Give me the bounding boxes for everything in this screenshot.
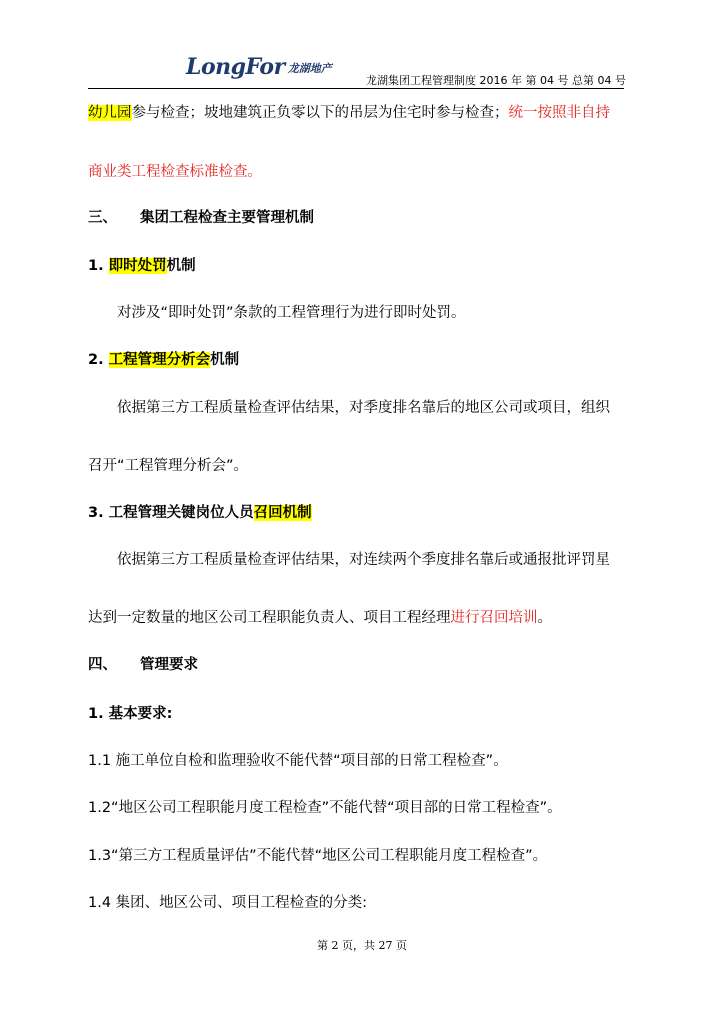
section-number: 三、 (88, 210, 117, 226)
logo-latin-text: LongFor (186, 54, 285, 80)
subheading-rest: 机制 (166, 258, 196, 274)
logo-chinese-text: 龙湖地产 (287, 62, 332, 75)
requirement-item: 1.2“地区公司工程职能月度工程检查”不能代替“项目部的日常工程检查”。 (88, 800, 562, 816)
body-text: 达到一定数量的地区公司工程职能负责人、项目工程经理 (88, 610, 451, 626)
requirement-item: 1.1 施工单位自检和监理验收不能代替“项目部的日常工程检查”。 (88, 753, 508, 769)
emphasis-text: 进行召回培训 (450, 610, 538, 626)
section-title: 集团工程检查主要管理机制 (140, 210, 314, 226)
requirement-item: 1.4 集团、地区公司、项目工程检查的分类: (88, 895, 368, 911)
item-number: 1. (88, 258, 104, 274)
emphasis-text: 商业类工程检查标准检查。 (88, 164, 262, 180)
emphasis-text: 统一按照非自持 (508, 105, 610, 121)
paragraph-line (88, 162, 262, 182)
company-logo (186, 50, 332, 80)
item-number: 3. (88, 505, 104, 521)
page-footer: 第 2 页，共 27 页 (317, 939, 407, 952)
subheading-text: 工程管理关键岗位人员 (108, 505, 254, 521)
subheading-3 (88, 503, 312, 523)
subheading-rest: 机制 (210, 352, 240, 368)
requirement-heading: 1. 基本要求: (88, 706, 173, 722)
document-header-info: 龙湖集团工程管理制度 2016 年 第 04 号 总第 04 号 (366, 74, 626, 87)
paragraph-line: 召开“工程管理分析会”。 (88, 458, 249, 474)
requirement-item: 1.3“第三方工程质量评估”不能代替“地区公司工程职能月度工程检查”。 (88, 848, 548, 864)
highlighted-text: 即时处罚 (108, 258, 167, 274)
section-heading-3 (88, 208, 314, 228)
paragraph-line (88, 608, 552, 628)
body-text: 参与检查；坡地建筑正负零以下的吊层为住宅时参与检查； (131, 105, 509, 121)
paragraph-line: 对涉及“即时处罚”条款的工程管理行为进行即时处罚。 (117, 305, 466, 321)
section-title: 管理要求 (140, 657, 198, 673)
subheading-2 (88, 350, 239, 370)
highlighted-text: 召回机制 (253, 505, 312, 521)
paragraph-line: 依据第三方工程质量检查评估结果，对季度排名靠后的地区公司或项目，组织 (117, 400, 610, 416)
highlighted-text: 工程管理分析会 (108, 352, 211, 368)
section-heading-4 (88, 655, 198, 675)
header-divider (88, 88, 624, 89)
section-number: 四、 (88, 657, 117, 673)
subheading-1 (88, 256, 196, 276)
body-text: 。 (537, 610, 552, 626)
item-number: 2. (88, 352, 104, 368)
paragraph-line: 依据第三方工程质量检查评估结果，对连续两个季度排名靠后或通报批评罚星 (117, 552, 610, 568)
paragraph-line (88, 103, 610, 123)
highlighted-text: 幼儿园 (88, 105, 132, 121)
